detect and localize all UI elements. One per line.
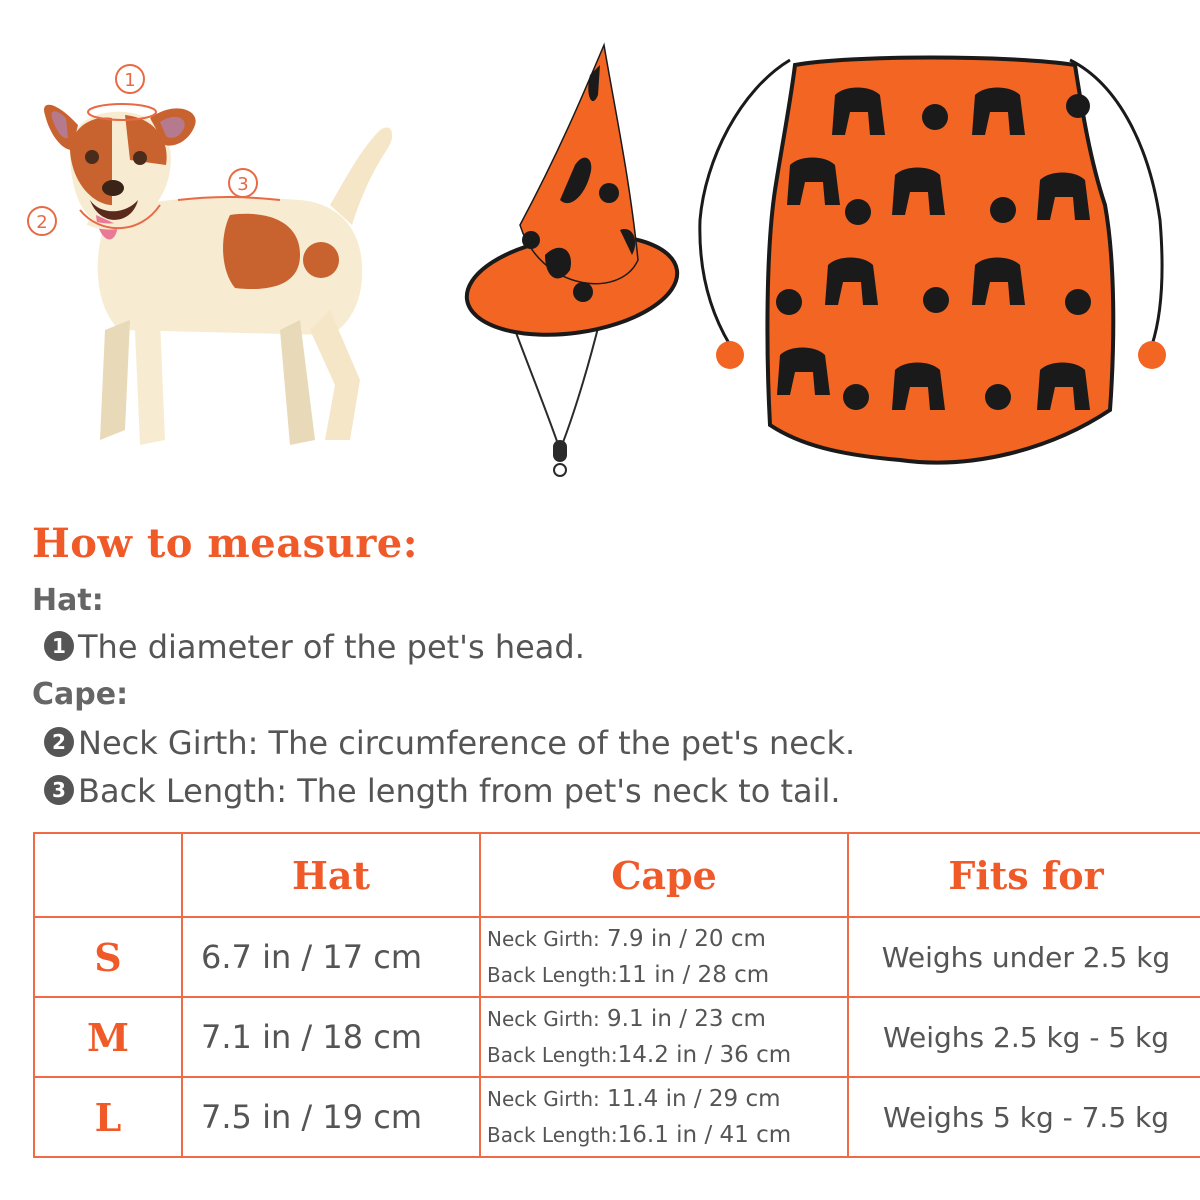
size-label: M	[34, 997, 182, 1077]
size-label: S	[34, 917, 182, 997]
back-length-value: 14.2 in / 36 cm	[617, 1042, 792, 1068]
svg-text:3: 3	[237, 174, 249, 195]
neck-girth-label: Neck Girth:	[487, 927, 600, 951]
hat-size-value: 7.1 in / 18 cm	[182, 997, 480, 1077]
neck-girth-label: Neck Girth:	[487, 1007, 600, 1031]
back-length-text: Back Length: The length from pet's neck to tail.	[78, 772, 841, 810]
hat-size-value: 6.7 in / 17 cm	[182, 917, 480, 997]
number-1-icon: 1	[44, 631, 74, 661]
marker-3-icon	[229, 169, 257, 197]
svg-text:2: 2	[36, 212, 48, 233]
neck-girth-value: 9.1 in / 23 cm	[607, 1006, 766, 1032]
dog-illustration	[28, 65, 392, 445]
table-header-row	[34, 833, 1200, 917]
number-2-icon: 2	[44, 727, 74, 757]
neck-girth-value: 11.4 in / 29 cm	[607, 1086, 781, 1112]
hat-measure-text: The diameter of the pet's head.	[78, 628, 585, 666]
cape-section-label: Cape:	[32, 677, 129, 712]
cape-size-value	[480, 1077, 848, 1157]
neck-girth-label: Neck Girth:	[487, 1087, 600, 1111]
cape-measure-item-3	[44, 772, 841, 810]
fits-for-value: Weighs under 2.5 kg	[848, 917, 1200, 997]
table-row	[34, 917, 1200, 997]
hat-measure-item-1	[44, 628, 585, 666]
back-length-label: Back Length:	[487, 963, 618, 987]
back-length-value: 11 in / 28 cm	[617, 962, 770, 988]
product-illustrations	[0, 0, 1200, 500]
neck-girth-text: Neck Girth: The circumference of the pet's neck.	[78, 724, 856, 762]
size-label: L	[34, 1077, 182, 1157]
hat-size-value: 7.5 in / 19 cm	[182, 1077, 480, 1157]
cape-image	[700, 58, 1166, 463]
fits-for-value: Weighs 2.5 kg - 5 kg	[848, 997, 1200, 1077]
header-hat: Hat	[182, 833, 480, 917]
how-to-measure-heading: How to measure:	[32, 520, 418, 567]
neck-girth-value: 7.9 in / 20 cm	[607, 926, 766, 952]
table-row	[34, 1077, 1200, 1157]
number-3-icon: 3	[44, 775, 74, 805]
table-row	[34, 997, 1200, 1077]
header-empty	[34, 833, 182, 917]
cape-measure-item-2	[44, 724, 855, 762]
witch-hat-image	[460, 45, 683, 476]
hat-section-label: Hat:	[32, 583, 104, 618]
cape-size-value	[480, 917, 848, 997]
back-length-label: Back Length:	[487, 1043, 618, 1067]
header-cape: Cape	[480, 833, 848, 917]
marker-2-icon	[28, 207, 56, 235]
back-length-value: 16.1 in / 41 cm	[617, 1122, 792, 1148]
cape-size-value	[480, 997, 848, 1077]
fits-for-value: Weighs 5 kg - 7.5 kg	[848, 1077, 1200, 1157]
header-fits-for: Fits for	[848, 833, 1200, 917]
size-chart-table	[33, 832, 1200, 1158]
svg-text:1: 1	[124, 70, 136, 91]
back-length-label: Back Length:	[487, 1123, 618, 1147]
marker-1-icon	[116, 65, 144, 93]
